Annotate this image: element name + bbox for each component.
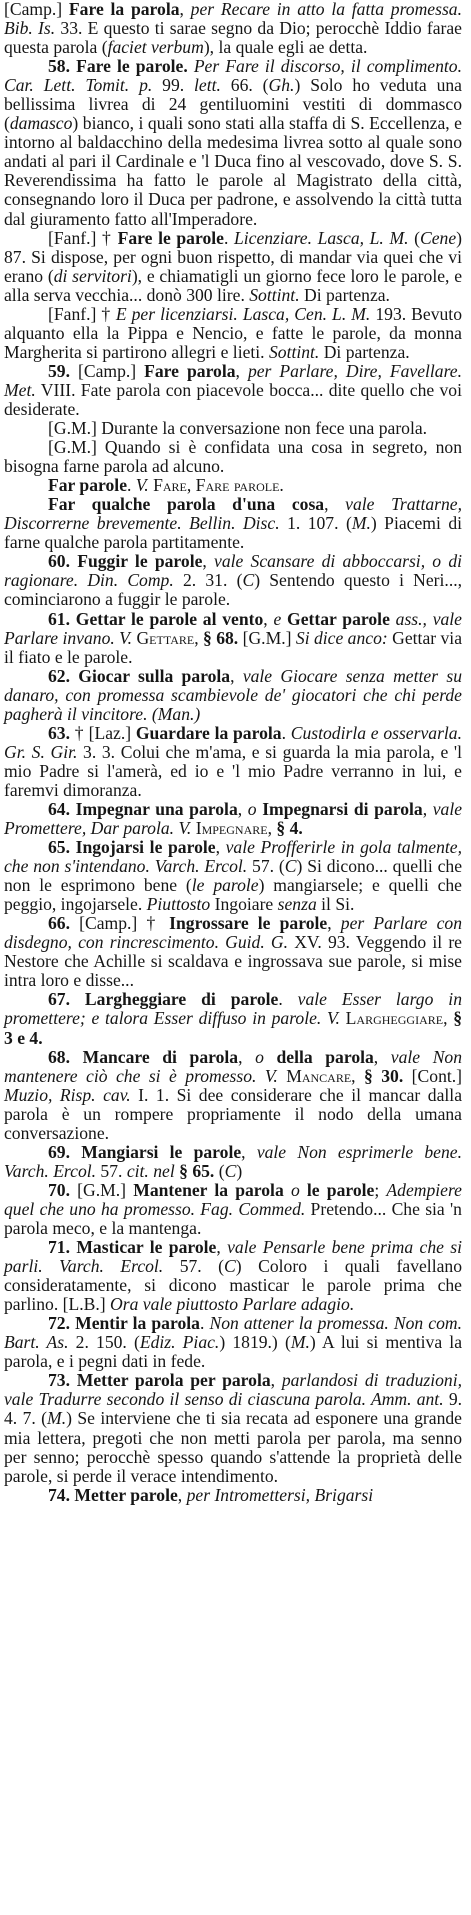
entry-gm-2 — [4, 438, 462, 476]
entry-text: [Camp.] — [70, 360, 145, 381]
entry-italic-text: le parole — [191, 875, 259, 896]
entry-headword: Gettar parole — [287, 608, 390, 629]
entry-crossref: Fare, Fare parole. — [153, 475, 284, 496]
entry-headword: 65. Ingojarsi le parole — [48, 837, 216, 858]
entry-text: Gettar via il fiato e le parole. — [4, 627, 463, 667]
entry-italic-text: Non attener la promessa. Non com. Bart. As. — [4, 1313, 462, 1353]
entry-67 — [4, 990, 462, 1047]
entry-text: ), la quale egli ae detta. — [203, 37, 368, 58]
entry-71 — [4, 1238, 462, 1314]
entry-text: , — [215, 837, 226, 858]
entry-text: , — [267, 818, 277, 839]
entry-text: Pretendo... Che sia 'n parola meco, e la mantenga. — [4, 1198, 462, 1238]
entry-italic-text: Adempiere quel che uno ha promesso. Fag. Commed. — [4, 1179, 462, 1219]
entry-text: ) Coloro i quali favellano consideratamente, si dicono masticar le parole prima che parlino. [L.B.] — [4, 1256, 462, 1315]
entry-text: ( — [408, 227, 420, 248]
entry-italic-text: e — [273, 608, 282, 629]
entry-text: ) A lui si mentiva la parola, e i pegni dati in fede. — [4, 1332, 462, 1372]
entry-italic-text: lett. — [194, 75, 221, 96]
entry-italic-text: vale Scansare di abboccarsi, o di ragionare. Din. Comp. — [4, 551, 463, 591]
entry-headword: § 3 e 4. — [4, 1008, 463, 1048]
entry-italic-text: Ediz. Piac. — [139, 1332, 220, 1353]
entry-text: ; — [374, 1179, 387, 1200]
entry-headword: 69. Mangiarsi le parole — [48, 1141, 242, 1162]
entry-text: [Cont.] — [403, 1065, 463, 1086]
entry-60 — [4, 552, 462, 609]
entry-italic-text: o — [247, 798, 257, 819]
entry-italic-text: Ora vale piuttosto Parlare adagio. — [110, 1294, 355, 1315]
entry-text — [264, 1047, 277, 1067]
entry-crossref: Impegnare — [195, 818, 268, 839]
entry-text: , — [270, 1370, 282, 1391]
entry-text: Di partenza. — [319, 341, 410, 362]
entry-61 — [4, 610, 462, 667]
entry-text: . — [278, 989, 298, 1010]
entry-italic-text: per Recare in atto la fatta promessa. — [190, 0, 462, 19]
entry-headword: 61. Gettar le parole al vento — [48, 608, 264, 629]
entry-74 — [4, 1486, 462, 1505]
entry-text: , — [177, 1484, 187, 1505]
entry-italic-text: C — [224, 1256, 236, 1277]
entry-headword: Fare le parole — [117, 227, 224, 248]
entry-italic-text: Sottint. — [249, 284, 300, 305]
entry-64 — [4, 800, 462, 838]
entry-text: [G.M.] Durante la conversazione non fece una parola. — [48, 418, 428, 439]
entry-69 — [4, 1143, 462, 1181]
entry-headword: 59. — [48, 360, 70, 381]
entry-text: 9. 4. 7. ( — [4, 1389, 463, 1429]
entry-italic-text: per Parlare con disdegno, con rincrescimento. Guid. G. — [4, 913, 462, 953]
entry-italic-text: parlandosi di traduzioni, vale Tradurre secondo il senso di ciascuna parola. Amm. ant. — [4, 1370, 463, 1410]
entry-text: ) Si dicono... quelli che non le esprimono bene ( — [4, 856, 463, 896]
entry-text: [Fanf.] † — [48, 227, 118, 248]
entry-headword: 64. Impegnar una parola — [48, 798, 238, 819]
entry-far-qualche — [4, 495, 462, 552]
entry-headword: della parola — [276, 1046, 374, 1067]
entry-text: , — [238, 1046, 256, 1067]
dictionary-column — [4, 0, 462, 1505]
entry-italic-text: E per licenziarsi. Lasca, Cen. L. M. — [115, 303, 371, 324]
entry-text: , — [422, 798, 433, 819]
entry-text: , — [237, 798, 248, 819]
entry-headword: Fare parola — [144, 360, 236, 381]
entry-text: . — [223, 227, 234, 248]
entry-italic-text: C — [284, 856, 297, 877]
entry-italic-text: faciet verbum — [107, 37, 204, 58]
entry-headword: 67. Largheggiare di parole — [48, 989, 279, 1010]
entry-italic-text: vale Pensarle bene prima che si parli. Varch. Ercol. — [4, 1237, 463, 1277]
entry-text: ) Solo ho veduta una bellissima livrea di 24 gentiluomini vestiti di dommasco ( — [4, 75, 462, 134]
entry-italic-text: Licenziare. Lasca, L. M. — [233, 227, 409, 248]
entry-text: . — [281, 722, 291, 743]
entry-text: ), e chiamatigli un giorno fece loro le parole, e alla serva vecchia... donò 300 lire. — [4, 265, 463, 305]
entry-text: , — [327, 913, 341, 934]
entry-italic-text: vale Esser largo in promettere; e talora Esser diffuso in parole. V. — [4, 989, 462, 1029]
entry-text: 57. ( — [247, 856, 285, 877]
entry-text: ) mangiarsele; e quelli che peggio, ingojarsele. — [4, 875, 462, 915]
entry-text — [278, 1066, 286, 1086]
entry-italic-text: ass., vale Parlare invano. V. — [4, 608, 462, 648]
entry-headword: 68. Mancare di parola — [48, 1046, 239, 1067]
entry-text: [Camp.] — [4, 0, 69, 19]
entry-headword: § 4. — [276, 818, 303, 839]
entry-text: † [Laz.] — [70, 722, 136, 743]
entry-text: ) Se interviene che ti sia recata ad esponere una grande mia lettera, pregoti che non metti parola per parola, ma senno per senno; perocchè spesso quando s'attende la proprietà delle parole, si perde il verace intendimento. — [4, 1408, 462, 1486]
entry-text: , — [351, 1065, 365, 1086]
entry-headword: 66. — [48, 913, 70, 934]
entry-headword: Ingrossare le parole — [169, 913, 328, 934]
entry-italic-text: vale Non esprimerle bene. Varch. Ercol. — [4, 1141, 462, 1181]
entry-headword: 70. — [48, 1179, 70, 1200]
entry-headword: § 30. — [364, 1065, 404, 1086]
entry-headword: 60. Fuggir le parole — [48, 551, 203, 572]
entry-italic-text: M. — [351, 513, 371, 534]
entry-text: I. 1. Si dee considerare che il mancar dalla parola è un rompere propriamente il nodo della umana conversazione. — [4, 1084, 462, 1143]
entry-headword: Impegnarsi di parola — [262, 798, 423, 819]
entry-68 — [4, 1048, 462, 1143]
entry-headword: 58. Fare le parole. — [48, 56, 188, 77]
entry-text: 57. — [96, 1160, 127, 1181]
entry-italic-text: Custodirla e osservarla. Gr. S. Gir. — [4, 722, 463, 762]
entry-text: 57. ( — [163, 1256, 225, 1277]
entry-italic-text: o — [255, 1046, 264, 1067]
entry-59 — [4, 362, 462, 419]
entry-italic-text: M. — [290, 1332, 310, 1353]
entry-headword: 73. Metter parola per parola — [48, 1370, 271, 1391]
entry-text: [G.M.] — [70, 1179, 134, 1200]
entry-text: 1. 107. ( — [279, 513, 352, 534]
entry-italic-text: V. — [135, 475, 149, 496]
entry-text: , — [373, 1046, 391, 1067]
entry-70 — [4, 1181, 462, 1238]
entry-headword: Far qualche parola d'una cosa — [48, 494, 325, 515]
entry-text: , — [194, 627, 204, 648]
entry-headword: le parole — [306, 1179, 375, 1200]
entry-headword: § 65. — [179, 1160, 215, 1181]
entry-italic-text: vale Giocare senza metter su danaro, con promessa scambievole de' giocatori che chi perde pagherà il vincitore. (Man.) — [4, 665, 462, 724]
entry-italic-text: Si dice anco: — [295, 627, 388, 648]
entry-text: 3. 3. Colui che m'ama, e si guarda la mia parola, e 'l mio Padre si l'amerà, ed io e 'l mio Padre verranno in lui, e faremvi dimoranza. — [4, 741, 462, 800]
entry-italic-text: per Parlare, Dire, Favellare. Met. — [4, 360, 463, 400]
entry-text: 66. ( — [220, 75, 269, 96]
entry-italic-text: Cene — [420, 227, 457, 248]
entry-text: , — [216, 1237, 228, 1258]
entry-62 — [4, 667, 462, 724]
entry-crossref: Largheggiare — [345, 1008, 444, 1029]
entry-crossref: Gettare — [136, 627, 195, 648]
entry-text: , — [241, 1141, 257, 1162]
entry-italic-text: o — [290, 1179, 300, 1200]
entry-text: , — [235, 360, 248, 381]
entry-72 — [4, 1314, 462, 1371]
entry-text: , — [324, 494, 346, 515]
entry-headword: Fare la parola — [68, 0, 180, 19]
entry-text: il Si. — [316, 894, 355, 915]
entry-headword: 74. Metter parole — [48, 1484, 178, 1505]
entry-text: . — [199, 1313, 210, 1334]
entry-headword: Far parole — [48, 475, 127, 496]
entry-text: [Camp.] † — [70, 913, 170, 934]
entry-italic-text: vale Trattarne, Discorrerne brevemente. Bellin. Disc. — [4, 494, 462, 534]
entry-text: , — [179, 0, 191, 19]
entry-italic-text: M. — [47, 1408, 67, 1429]
entry-text: [Fanf.] † — [48, 303, 116, 324]
entry-text — [300, 1180, 307, 1200]
entry-text: ) Sentendo questo i Neri..., cominciarono a fuggir le parole. — [4, 570, 463, 610]
entry-text: . — [127, 475, 136, 496]
entry-text: Ingoiare — [210, 894, 278, 915]
entry-text: ( — [214, 1160, 225, 1181]
entry-text: ) 87. Si dispose, per ogni buon rispetto, di mandar via quei che vi erano ( — [4, 227, 463, 286]
entry-far-parole — [4, 476, 462, 495]
entry-63 — [4, 724, 462, 800]
entry-headword: 63. — [48, 722, 70, 743]
entry-italic-text: Per Fare il discorso, il complimento. Car. Lett. Tomit. p. — [4, 56, 462, 96]
entry-65 — [4, 838, 462, 914]
entry-italic-text: Muzio, Risp. cav. — [4, 1084, 131, 1105]
entry-text: Di partenza. — [299, 284, 390, 305]
entry-text: 2. 31. ( — [173, 570, 243, 591]
entry-italic-text: vale Non mantenere ciò che si è promesso. V. — [4, 1046, 463, 1086]
entry-headword: Guardare la parola — [135, 722, 282, 743]
entry-text: XV. 93. Veggendo il re Nestore che Achille si scaldava e ingrossava sue parole, si mise intra loro e disse... — [4, 932, 462, 991]
entry-headword: Mantener la parola — [133, 1179, 284, 1200]
entry-text: [G.M.] — [238, 627, 296, 648]
entry-text: [G.M.] Quando si è confidata una cosa in segreto, non bisogna farne parola ad alcuno. — [4, 437, 462, 477]
entry-text: 33. E questo ti sarae segno da Dio; perocchè Iddio farae questa parola ( — [4, 18, 462, 58]
entry-73 — [4, 1371, 462, 1485]
entry-text: ) Piacemi di farne qualche parola partitamente. — [4, 513, 462, 553]
entry-crossref: Mancare — [286, 1065, 352, 1086]
entry-italic-text: vale Profferirle in gola talmente, che non s'intendano. Varch. Ercol. — [4, 837, 462, 877]
entry-text: 2. 150. ( — [68, 1332, 140, 1353]
entry-text: 99. — [152, 75, 195, 96]
entry-text: , — [202, 551, 215, 572]
entry-italic-text: vale Promettere, Dar parola. V. — [4, 798, 463, 839]
entry-58 — [4, 57, 462, 228]
entry-headword: 72. Mentir la parola — [48, 1313, 200, 1334]
entry-italic-text: di servitori — [53, 265, 132, 286]
entry-text: , — [230, 665, 243, 686]
entry-headword: 62. Giocar sulla parola — [48, 665, 231, 686]
entry-fanf-licenziarsi — [4, 305, 462, 362]
entry-italic-text: Piuttosto — [146, 894, 211, 915]
entry-gm-1 — [4, 419, 462, 438]
entry-italic-text: per Intromettersi, Brigarsi — [186, 1484, 374, 1505]
entry-italic-text: damasco — [9, 113, 73, 134]
entry-italic-text: C — [224, 1160, 237, 1181]
entry-text: ) — [236, 1160, 243, 1181]
entry-italic-text: senza — [277, 894, 317, 915]
entry-headword: 71. Masticar le parole — [48, 1237, 217, 1258]
entry-text: ) bianco, i quali sono stati alla staffa di S. Eccellenza, e intorno al baldacchino della medesima livrea sotto al quale sono andati al pari il Cardinale e 'l Duca fino al vescovado, dove S. S. Reverendissima ha fatto le parole al Magistrato della città, consegnando loro il Duca per padrone, e assolvendo la città tutta dal giuramento fatto all'Imperadore. — [4, 113, 462, 229]
entry-66 — [4, 914, 462, 990]
entry-italic-text: Bib. Is. — [4, 18, 56, 39]
entry-italic-text: cit. nel — [126, 1160, 175, 1181]
entry-text: , — [263, 608, 274, 629]
entry-fanf-licenziare — [4, 229, 462, 305]
entry-camp-recare — [4, 0, 462, 57]
entry-text: 193. Bevuto alquanto ella la Pippa e Nencio, e fatte le parole, da monna Margherita si partirono allegri e lieti. — [4, 303, 462, 362]
entry-text: , — [443, 1008, 454, 1029]
entry-text — [284, 1180, 291, 1200]
entry-headword: § 68. — [203, 627, 239, 648]
entry-italic-text: Gh. — [268, 75, 295, 96]
entry-text: ) 1819.) ( — [219, 1332, 291, 1353]
entry-text: VIII. Fate parola con piacevole bocca... dite quello che voi desiderate. — [4, 379, 462, 419]
entry-italic-text: C — [242, 570, 255, 591]
entry-italic-text: Sottint. — [268, 341, 320, 362]
